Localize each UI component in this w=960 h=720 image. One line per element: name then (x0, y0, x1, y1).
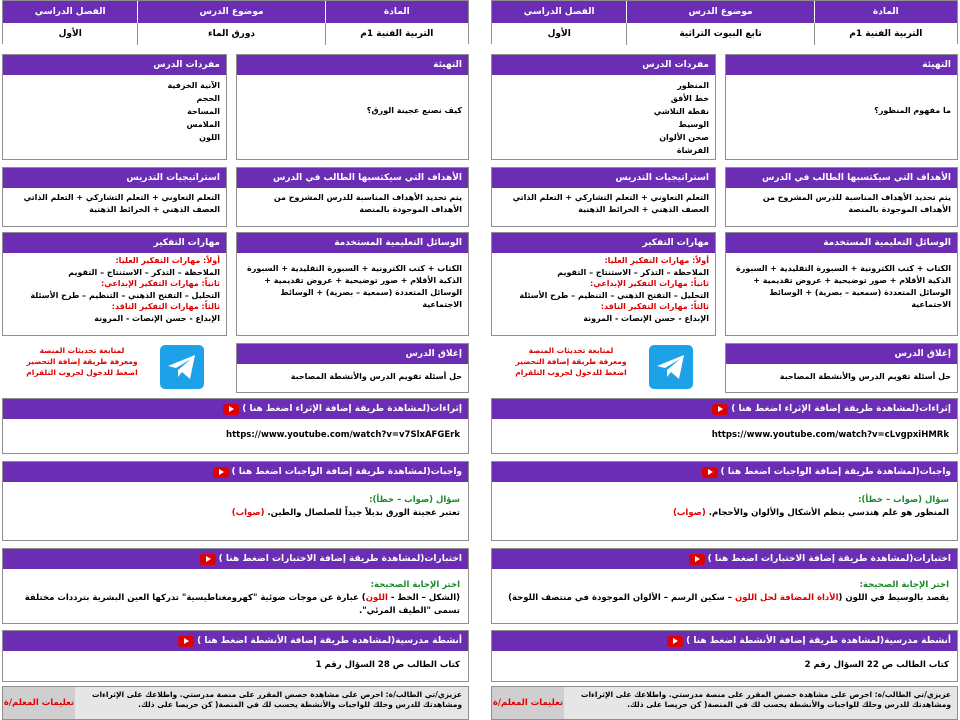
intro-box (725, 54, 958, 160)
enrichment-url[interactable]: https://www.youtube.com/watch?v=v7SlxAFGErk (226, 430, 460, 440)
enrichment-section (2, 398, 469, 454)
homework-section (2, 461, 469, 541)
activities-title: أنشطة مدرسية (395, 636, 462, 646)
tools-text: الكتاب + كتب الكترونية + السبورة التقليدية + السبورة الذكية الأقلام + صور توضيحية + عروض تقديمية + الوسائل المتعددة (سمعية – بصرية) + الوسائط الاجتماعية (247, 264, 462, 309)
vocab-item: الملامس (186, 120, 220, 129)
subject-value: التربية الفنية 1م (325, 23, 468, 45)
subject-value: التربية الفنية 1م (814, 23, 957, 45)
enrichment-title: إثراءات (430, 404, 462, 414)
thinking-text-3: الإبداع - حسن الإنصات - المرونة (94, 313, 220, 323)
semester-label: الفصل الدراسي (34, 7, 106, 17)
teacher-notes-text: عزيزي/تي الطالب/ة: احرص على مشاهدة حصص المقرر على منصة مدرستي. واطلاعك على الإثراءات ومشاهدتك للدرس وحلك للواجبات والأنشطة يحسب لك في المنصة( كن حريصا على ذلك. (580, 690, 951, 709)
vocab-title: مفردات الدرس (3, 55, 226, 75)
vocab-list (3, 75, 226, 148)
topic-value: تابع البيوت التراثية (626, 23, 813, 45)
intro-text: كيف نصنع عجينة الورق؟ (366, 106, 462, 115)
thinking-heading-3: ثالثاً: مهارات التفكير الناقد: (111, 302, 220, 311)
thinking-text-2: التحليل – التفتح الذهني – التنظيم – طرح الأسئلة (519, 290, 709, 300)
youtube-icon[interactable] (213, 467, 229, 478)
vocab-item: صحن الألوان (659, 133, 709, 142)
strategies-text: التعلم التعاوني + التعلم التشاركي + التعلم الذاتي العصف الذهني + الخرائط الذهنية (512, 193, 709, 214)
test-answer: الأداة المضافة لحل اللون (734, 593, 839, 603)
enrichment-section (491, 398, 958, 454)
teacher-notes-text: عزيزي/تي الطالب/ة: احرص على مشاهدة حصص المقرر على منصة مدرستي. واطلاعك على الإثراءات ومشاهدتك للدرس وحلك للواجبات والأنشطة يحسب لك في المنصة( كن حريصا على ذلك. (91, 690, 462, 709)
homework-help-link[interactable]: (لمشاهدة طريقة إضافة الواجبات اضغط هنا ) (720, 467, 920, 477)
strategies-box (491, 167, 716, 227)
objectives-box (725, 167, 958, 227)
telegram-banner[interactable] (2, 339, 227, 395)
telegram-icon[interactable] (649, 345, 693, 389)
teacher-notes-label: تعليمات المعلم/ة (492, 687, 564, 719)
thinking-text-3: الإبداع - حسن الإنصات - المرونة (583, 313, 709, 323)
vocab-item: الحجم (196, 94, 220, 103)
test-type: اختر الإجابة الصحيحة: (859, 580, 949, 590)
homework-title: واجبات (430, 467, 462, 477)
objectives-text: يتم تحديد الأهداف المناسبة للدرس المشروح من الأهداف الموجودة بالمنصة (762, 193, 951, 214)
strategies-text: التعلم التعاوني + التعلم التشاركي + التعلم الذاتي العصف الذهني + الخرائط الذهنية (23, 193, 220, 214)
lesson-plan-right (491, 0, 958, 720)
enrichment-url[interactable]: https://www.youtube.com/watch?v=cLvgpxiHMRk (711, 430, 949, 440)
youtube-icon[interactable] (712, 404, 728, 415)
tests-title: اختبارات (424, 554, 462, 564)
thinking-title: مهارات التفكير (492, 233, 715, 253)
thinking-text-2: التحليل – التفتح الذهني – التنظيم – طرح الأسئلة (30, 290, 220, 300)
vocab-list (492, 75, 715, 161)
intro-box (236, 54, 469, 160)
tools-box (725, 232, 958, 336)
strategies-box (2, 167, 227, 227)
tests-section: اختبارات (لمشاهدة طريقة إضافة الاختبارات اضغط هنا ) اختر الإجابة الصحيحة: يقصد بالوسيط في اللون (الأداة المضافة لحل اللون – سكين الرسم – الألوان الموجودة في منتصف اللوحة) (491, 548, 958, 624)
homework-question: تعتبر عجينة الورق بديلاً جيداً للصلصال والطين. (267, 508, 460, 518)
vocab-item: اللون (199, 133, 220, 142)
thinking-heading-2: ثانياً: مهارات التفكير الإبداعي: (101, 279, 220, 288)
tools-title: الوسائل التعليمية المستخدمة (726, 233, 957, 253)
closing-title: إغلاق الدرس (237, 344, 468, 364)
thinking-heading-1: أولاً: مهارات التفكير العليا: (604, 256, 709, 265)
closing-text: حل أسئلة تقويم الدرس والأنشطة المصاحبة (779, 372, 951, 381)
semester-value: الأول (58, 29, 82, 39)
telegram-banner[interactable] (491, 339, 716, 395)
intro-title: التهيئة (237, 55, 468, 75)
vocab-box (491, 54, 716, 160)
thinking-heading-2: ثانياً: مهارات التفكير الإبداعي: (590, 279, 709, 288)
objectives-title: الأهداف التي سيكتسبها الطالب في الدرس (237, 168, 468, 188)
youtube-icon[interactable] (702, 467, 718, 478)
youtube-icon[interactable] (689, 554, 705, 565)
vocab-box (2, 54, 227, 160)
youtube-icon[interactable] (200, 554, 216, 565)
teacher-notes-label: تعليمات المعلم/ة (3, 687, 75, 719)
thinking-heading-3: ثالثاً: مهارات التفكير الناقد: (600, 302, 709, 311)
youtube-icon[interactable] (667, 636, 683, 647)
closing-title: إغلاق الدرس (726, 344, 957, 364)
enrichment-help-link[interactable]: (لمشاهدة طريقة إضافة الإثراء اضغط هنا ) (731, 404, 920, 414)
semester-label: الفصل الدراسي (523, 7, 595, 17)
vocab-item: المنظور (677, 81, 709, 90)
closing-box (236, 343, 469, 393)
vocab-item: نقطة التلاشي (653, 107, 709, 116)
semester-value: الأول (547, 29, 571, 39)
thinking-title: مهارات التفكير (3, 233, 226, 253)
tests-help-link[interactable]: (لمشاهدة طريقة إضافة الاختبارات اضغط هنا ) (218, 554, 425, 564)
homework-title: واجبات (919, 467, 951, 477)
homework-section (491, 461, 958, 541)
telegram-text[interactable]: لمتابعة تحديثات المنصة ومعرفة طريقة إضافة التحضير اضغط للدخول لجروب التلقرام (515, 346, 627, 377)
thinking-text-1: الملاحظة – التذكر – الاستنتاج – التقويم (557, 267, 709, 277)
homework-question: المنظور هو علم هندسي ينظم الأشكال والألوان والأحجام. (708, 508, 949, 518)
activities-help-link[interactable]: (لمشاهدة طريقة إضافة الأنشطة اضغط هنا ) (197, 636, 396, 646)
intro-title: التهيئة (726, 55, 957, 75)
activities-help-link[interactable]: (لمشاهدة طريقة إضافة الأنشطة اضغط هنا ) (686, 636, 885, 646)
tests-title: اختبارات (913, 554, 951, 564)
homework-answer: (صواب) (673, 508, 706, 518)
enrichment-title: إثراءات (919, 404, 951, 414)
activities-section (2, 630, 469, 682)
activity-text: كتاب الطالب ص 22 السؤال رقم 2 (804, 660, 949, 670)
topic-label: موضوع الدرس (626, 1, 813, 23)
test-answer: اللون (365, 593, 388, 603)
homework-type: سؤال (صواب – خطأ): (858, 495, 949, 505)
tools-title: الوسائل التعليمية المستخدمة (237, 233, 468, 253)
subject-label: المادة (325, 1, 468, 23)
vocab-item: الفرشاة (676, 146, 709, 155)
vocab-item: الآنية الخزفية (167, 81, 220, 90)
test-type: اختر الإجابة الصحيحة: (370, 580, 460, 590)
homework-help-link[interactable]: (لمشاهدة طريقة إضافة الواجبات اضغط هنا ) (231, 467, 431, 477)
thinking-heading-1: أولاً: مهارات التفكير العليا: (115, 256, 220, 265)
enrichment-help-link[interactable]: (لمشاهدة طريقة إضافة الإثراء اضغط هنا ) (242, 404, 431, 414)
header-table (491, 0, 958, 44)
vocab-item: الوسيط (678, 120, 709, 129)
closing-text: حل أسئلة تقويم الدرس والأنشطة المصاحبة (290, 372, 462, 381)
intro-text: ما مفهوم المنظور؟ (874, 106, 951, 115)
tools-text: الكتاب + كتب الكترونية + السبورة التقليدية + السبورة الذكية الأقلام + صور توضيحية + عروض تقديمية + الوسائل المتعددة (سمعية – بصرية) + الوسائط الاجتماعية (736, 264, 951, 309)
thinking-box (2, 232, 227, 336)
vocab-title: مفردات الدرس (492, 55, 715, 75)
tools-box (236, 232, 469, 336)
objectives-title: الأهداف التي سيكتسبها الطالب في الدرس (726, 168, 957, 188)
objectives-box (236, 167, 469, 227)
tests-help-link[interactable]: (لمشاهدة طريقة إضافة الاختبارات اضغط هنا ) (707, 554, 914, 564)
teacher-notes (491, 686, 958, 720)
activities-title: أنشطة مدرسية (884, 636, 951, 646)
closing-box (725, 343, 958, 393)
thinking-text-1: الملاحظة – التذكر – الاستنتاج – التقويم (68, 267, 220, 277)
objectives-text: يتم تحديد الأهداف المناسبة للدرس المشروح من الأهداف الموجودة بالمنصة (273, 193, 462, 214)
homework-type: سؤال (صواب – خطأ): (369, 495, 460, 505)
topic-label: موضوع الدرس (137, 1, 324, 23)
vocab-item: خط الأفق (670, 94, 709, 103)
telegram-icon[interactable] (160, 345, 204, 389)
thinking-box (491, 232, 716, 336)
topic-value: دورق الماء (137, 23, 324, 45)
vocab-item: المساحة (187, 107, 220, 116)
homework-answer: (صواب) (231, 508, 265, 518)
strategies-title: استراتيجيات التدريس (3, 168, 226, 188)
youtube-icon[interactable] (223, 404, 239, 415)
youtube-icon[interactable] (178, 636, 194, 647)
strategies-title: استراتيجيات التدريس (492, 168, 715, 188)
header-table (2, 0, 469, 44)
lesson-plan-left (2, 0, 469, 720)
tests-section: اختبارات (لمشاهدة طريقة إضافة الاختبارات اضغط هنا ) اختر الإجابة الصحيحة: (الشكل – الخط - اللون) عبارة عن موجات ضوئية "كهرومغناطيسية" تدركها العين البشرية بترددات مختلفة تسمى "الطيف المرئي". (2, 548, 469, 624)
subject-label: المادة (814, 1, 957, 23)
teacher-notes (2, 686, 469, 720)
activity-text: كتاب الطالب ص 28 السؤال رقم 1 (315, 660, 460, 670)
telegram-text[interactable]: لمتابعة تحديثات المنصة ومعرفة طريقة إضافة التحضير اضغط للدخول لجروب التلقرام (26, 346, 138, 377)
activities-section (491, 630, 958, 682)
